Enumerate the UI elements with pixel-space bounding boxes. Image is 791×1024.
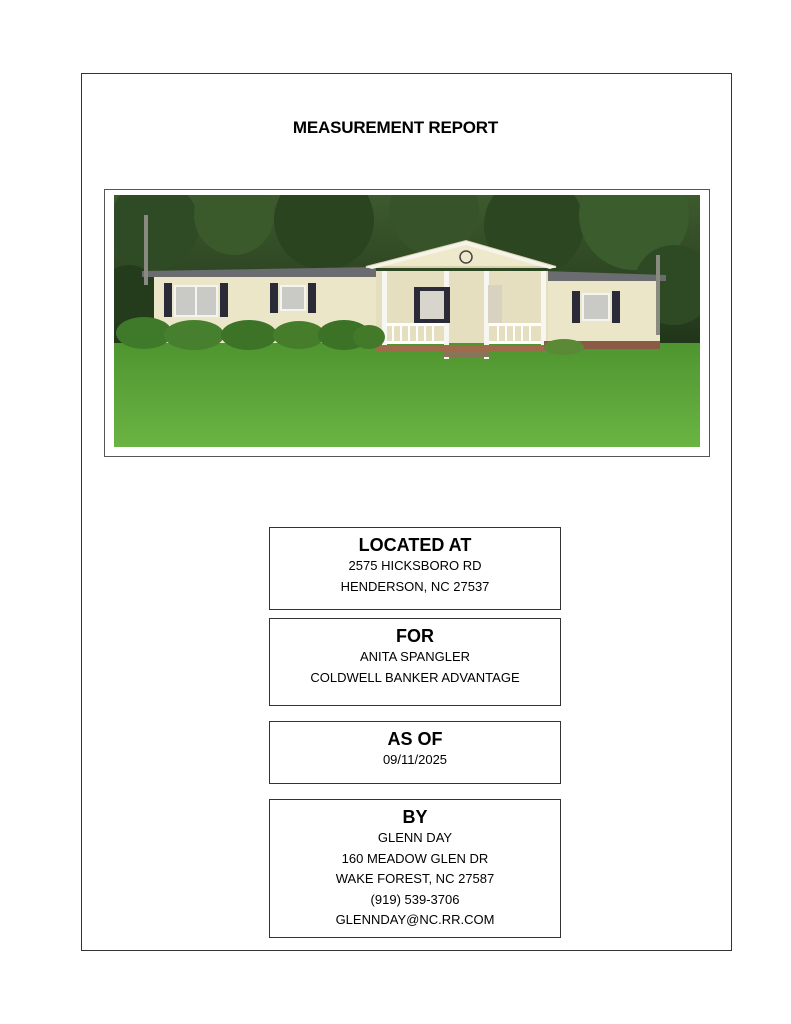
for-heading: FOR [396,626,434,646]
by-email: GLENNDAY@NC.RR.COM [335,912,495,927]
located-at-line: HENDERSON, NC 27537 [340,578,490,594]
photo-frame [104,189,710,457]
for-box [269,618,561,706]
located-at-box [269,527,561,610]
by-phone: (919) 539-3706 [370,891,460,907]
as-of-box [269,721,561,784]
as-of-heading: AS OF [387,729,443,749]
by-city: WAKE FOREST, NC 27587 [335,871,495,886]
located-at-heading: LOCATED AT [358,535,472,555]
for-line: ANITA SPANGLER [359,649,471,664]
report-title: MEASUREMENT REPORT [292,118,499,137]
by-name: GLENN DAY [377,830,453,845]
by-heading: BY [402,807,428,827]
located-at-line: 2575 HICKSBORO RD [348,558,482,573]
for-line: COLDWELL BANKER ADVANTAGE [310,669,520,685]
house-photo-illustration [114,195,700,447]
house-photo [114,195,700,447]
as-of-date: 09/11/2025 [382,752,448,767]
by-street: 160 MEADOW GLEN DR [341,850,489,866]
by-box [269,799,561,938]
